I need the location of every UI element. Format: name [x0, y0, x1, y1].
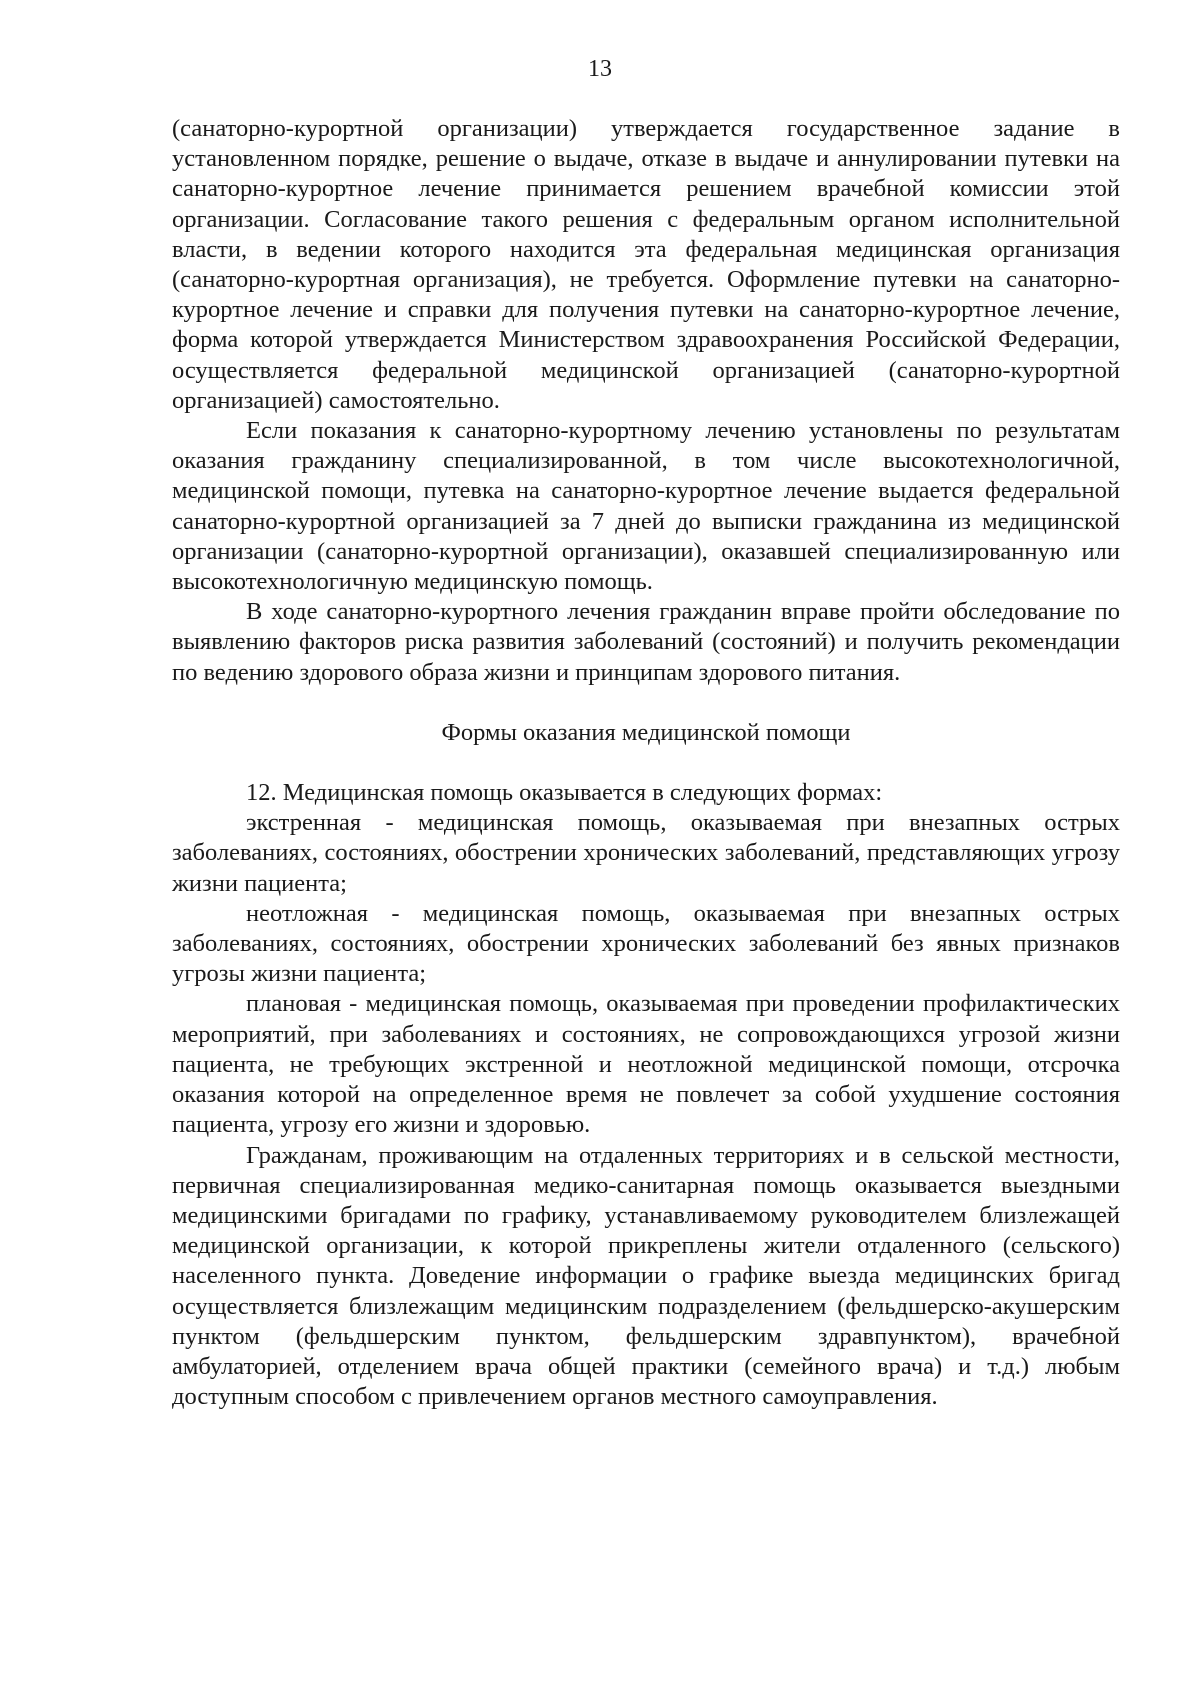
- paragraph-item-12: 12. Медицинская помощь оказывается в следующих формах:: [246, 779, 883, 807]
- paragraph-urgent: неотложная - медицинская помощь, оказываемая при внезапных острых заболеваниях, состояниях, обострении хронических заболеваний без явных признаков угрозы жизни пациента;: [172, 899, 1120, 988]
- document-body: [172, 114, 1120, 1412]
- paragraph-rural: Гражданам, проживающим на отдаленных территориях и в сельской местности, первичная специализированная медико-санитарная помощь оказывается выездными медицинскими бригадами по графику, устанавливаемому руководителем близлежащей медицинской организации, к которой прикреплены жители отдаленного (сельского) населенного пункта. Доведение информации о графике выезда медицинских бригад осуществляется близлежащим медицинским подразделением (фельдшерско-акушерским пунктом (фельдшерским пунктом, фельдшерским здравпунктом), врачебной амбулаторией, отделением врача общей практики (семейного врача) и т.д.) любым доступным способом с привлечением органов местного самоуправления.: [172, 1141, 1120, 1411]
- paragraph-examination: В ходе санаторно-курортного лечения гражданин вправе пройти обследование по выявлению факторов риска развития заболеваний (состояний) и получить рекомендации по ведению здорового образа жизни и принципам здорового питания.: [172, 598, 1120, 686]
- page-number: 13: [588, 56, 612, 82]
- paragraph-indications: Если показания к санаторно-курортному лечению установлены по результатам оказания гражданину специализированной, в том числе высокотехнологичной, медицинской помощи, путевка на санаторно-курортное лечение выдается федеральной санаторно-курортной организацией за 7 дней до выписки гражданина из медицинской организации (санаторно-курортной организации), оказавшей специализированную или высокотехнологичную медицинскую помощь.: [172, 417, 1120, 596]
- paragraph-planned: плановая - медицинская помощь, оказываемая при проведении профилактических мероприятий, при заболеваниях и состояниях, не сопровождающихся угрозой жизни пациента, не требующих экстренной и неотложной медицинской помощи, отсрочка оказания которой на определенное время не повлечет за собой ухудшение состояния пациента, угрозу его жизни и здоровью.: [172, 990, 1120, 1139]
- section-heading: Формы оказания медицинской помощи: [441, 718, 851, 746]
- paragraph-emergency: экстренная - медицинская помощь, оказываемая при внезапных острых заболеваниях, состояниях, обострении хронических заболеваний, представляющих угрозу жизни пациента;: [172, 809, 1120, 897]
- paragraph-continuation: (санаторно-курортной организации) утверждается государственное задание в установленном порядке, решение о выдаче, отказе в выдаче и аннулировании путевки на санаторно-курортное лечение принимается решением врачебной комиссии этой организации. Согласование такого решения с федеральным органом исполнительной власти, в ведении которого находится эта федеральная медицинская организация (санаторно-курортная организация), не требуется. Оформление путевки на санаторно-курортное лечение и справки для получения путевки на санаторно-курортное лечение, форма которой утверждается Министерством здравоохранения Российской Федерации, осуществляется федеральной медицинской организацией (санаторно-курортной организацией) самостоятельно.: [172, 115, 1120, 414]
